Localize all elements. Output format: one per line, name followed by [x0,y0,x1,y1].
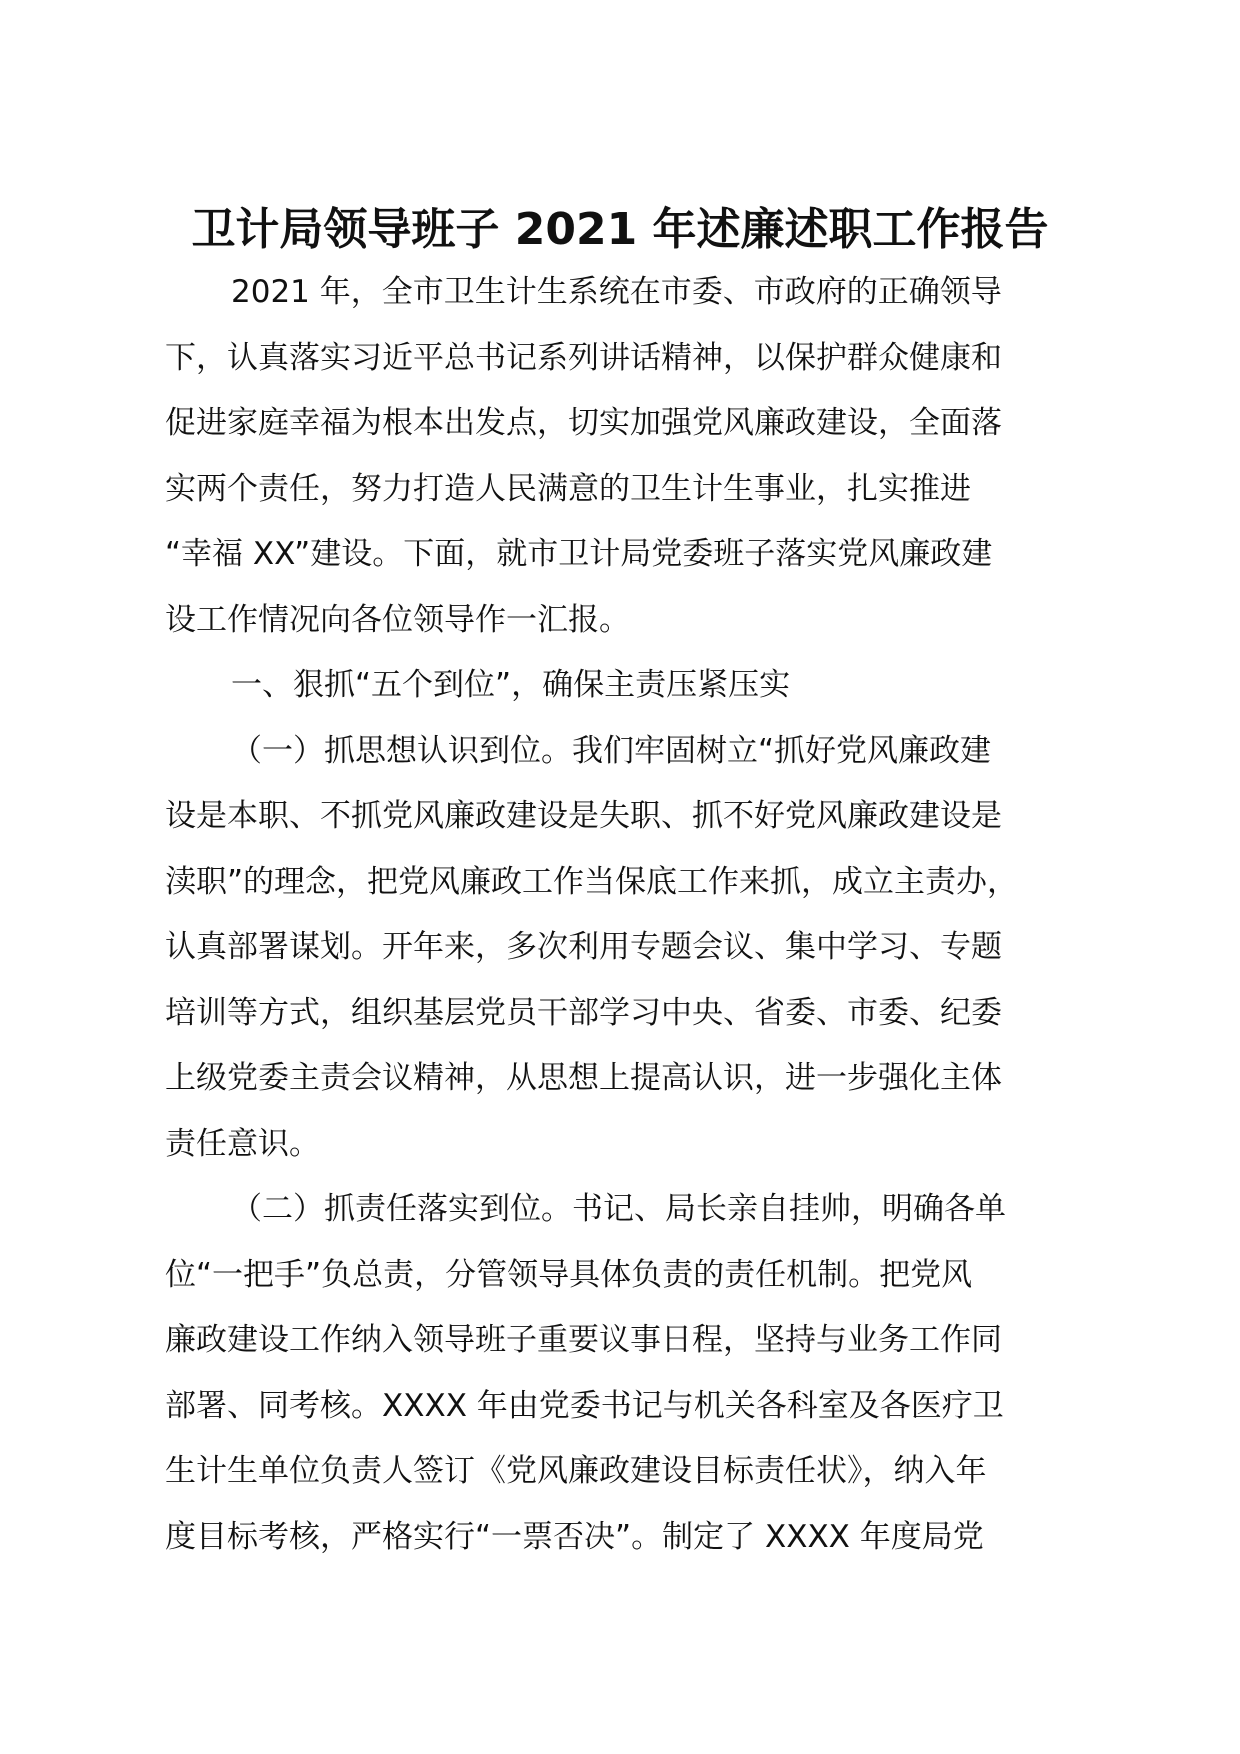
paragraph-3-line-2: 位“一把手”负总责，分管领导具体负责的责任机制。把党风 [165,1256,973,1293]
document-body [165,260,1095,1570]
paragraph-3-line-6: 度目标考核，严格实行“一票否决”。制定了 XXXX 年度局党 [165,1518,984,1555]
paragraph-3-line-1: （二）抓责任落实到位。书记、局长亲自挂帅，明确各单 [231,1191,1006,1227]
paragraph-3-line-4: 部署、同考核。XXXX 年由党委书记与机关各科室及各医疗卫 [165,1387,1004,1424]
paragraph-3-line-5: 生计生单位负责人签订《党风廉政建设目标责任状》，纳入年 [165,1453,987,1489]
document-title: 卫计局领导班子 2021 年述廉述职工作报告 [191,204,1049,255]
paragraph-1-line-4: 实两个责任，努力打造人民满意的卫生计生事业，扎实推进 [165,470,971,507]
paragraph-2-line-7: 责任意识。 [165,1125,320,1162]
paragraph-1-line-5: “幸福 XX”建设。下面，就市卫计局党委班子落实党风廉政建 [165,536,993,572]
paragraph-1-line-3: 促进家庭幸福为根本出发点，切实加强党风廉政建设，全面落 [165,405,1002,441]
paragraph-1-line-6: 设工作情况向各位领导作一汇报。 [165,601,630,638]
paragraph-2-line-6: 上级党委主责会议精神，从思想上提高认识，进一步强化主体 [165,1060,1002,1096]
paragraph-2-line-5: 培训等方式，组织基层党员干部学习中央、省委、市委、纪委 [165,994,1002,1031]
paragraph-2-line-2: 设是本职、不抓党风廉政建设是失职、抓不好党风廉政建设是 [165,798,1002,834]
section-heading-1: 一、狠抓“五个到位”，确保主责压紧压实 [231,667,791,703]
paragraph-3-line-3: 廉政建设工作纳入领导班子重要议事日程，坚持与业务工作同 [165,1322,1002,1358]
paragraph-1-line-1: 2021 年，全市卫生计生系统在市委、市政府的正确领导 [231,274,1002,310]
paragraph-2-line-1: （一）抓思想认识到位。我们牢固树立“抓好党风廉政建 [231,732,992,769]
paragraph-2-line-3: 渎职”的理念，把党风廉政工作当保底工作来抓，成立主责办， [165,863,1019,900]
paragraph-1-line-2: 下，认真落实习近平总书记系列讲话精神，以保护群众健康和 [165,339,1002,376]
paragraph-2-line-4: 认真部署谋划。开年来，多次利用专题会议、集中学习、专题 [165,929,1002,965]
